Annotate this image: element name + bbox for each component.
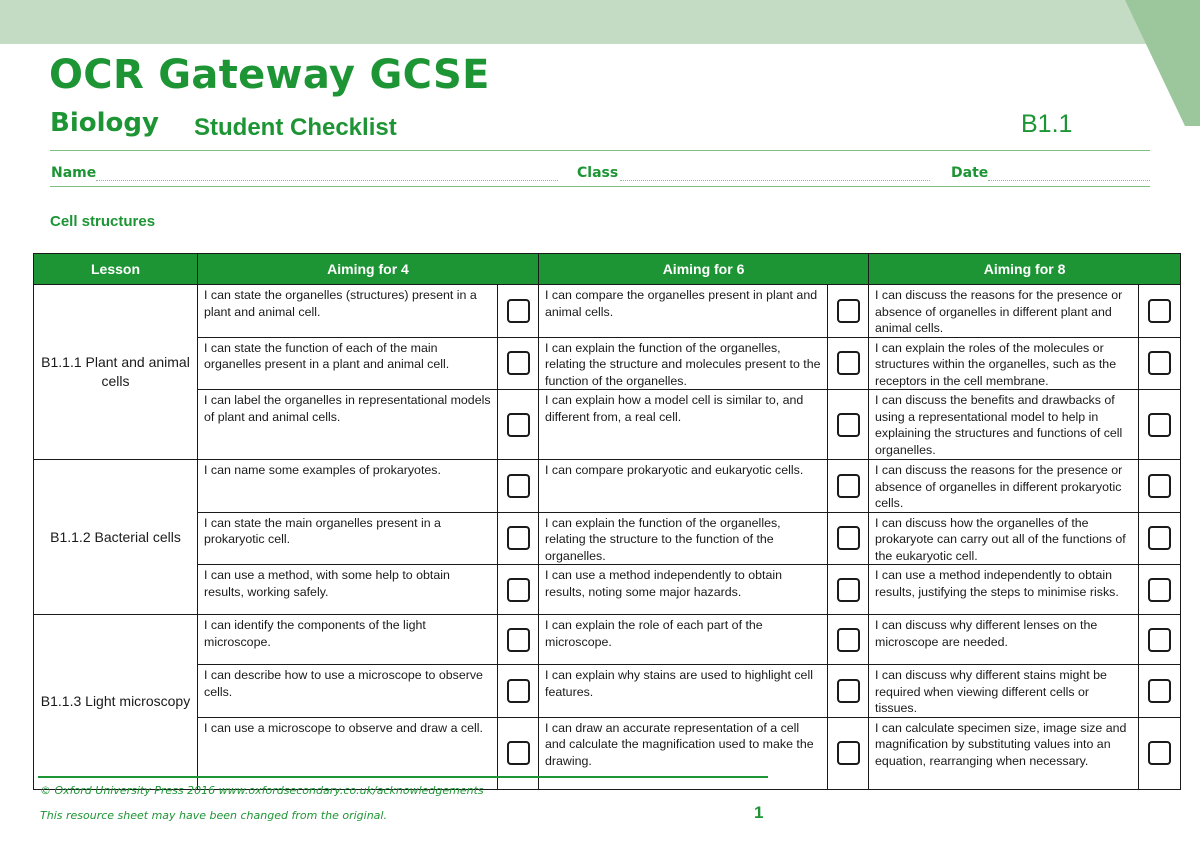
table-row xyxy=(34,460,1181,513)
checkbox[interactable] xyxy=(1148,679,1171,703)
checkbox-cell xyxy=(828,665,869,718)
name-label: Name xyxy=(51,165,97,181)
header-aiming-4: Aiming for 4 xyxy=(198,254,539,285)
checkbox[interactable] xyxy=(507,474,530,498)
criterion-aiming-4: I can use a microscope to observe and draw a cell. xyxy=(198,717,498,789)
subject-label: Biology xyxy=(50,108,159,138)
table-row xyxy=(34,615,1181,665)
checkbox[interactable] xyxy=(507,578,530,602)
top-decorative-band xyxy=(0,0,1200,44)
checkbox[interactable] xyxy=(837,413,860,437)
section-title: Cell structures xyxy=(50,213,156,230)
checkbox-cell xyxy=(498,512,539,565)
page-number: 1 xyxy=(754,803,764,822)
criterion-aiming-4: I can name some examples of prokaryotes. xyxy=(198,460,498,513)
class-field[interactable] xyxy=(620,180,930,181)
document-title: OCR Gateway GCSE xyxy=(49,52,490,98)
criterion-aiming-8: I can discuss why different lenses on the microscope are needed. xyxy=(869,615,1139,665)
checkbox[interactable] xyxy=(507,351,530,375)
checkbox[interactable] xyxy=(507,526,530,550)
table-row xyxy=(34,565,1181,615)
checkbox[interactable] xyxy=(837,679,860,703)
header-rule xyxy=(50,150,1150,151)
checkbox-cell xyxy=(498,460,539,513)
checkbox[interactable] xyxy=(507,741,530,765)
date-field[interactable] xyxy=(988,180,1150,181)
checkbox-cell xyxy=(828,615,869,665)
checkbox[interactable] xyxy=(1148,299,1171,323)
criterion-aiming-6: I can explain how a model cell is similar to, and different from, a real cell. xyxy=(539,390,828,460)
corner-decoration xyxy=(1080,0,1200,130)
checkbox-cell xyxy=(1139,285,1181,338)
checkbox-cell xyxy=(498,565,539,615)
checkbox-cell xyxy=(1139,615,1181,665)
criterion-aiming-6: I can explain why stains are used to highlight cell features. xyxy=(539,665,828,718)
table-row xyxy=(34,512,1181,565)
criterion-aiming-8: I can discuss why different stains might be required when viewing different cells or tissues. xyxy=(869,665,1139,718)
criterion-aiming-4: I can use a method, with some help to obtain results, working safely. xyxy=(198,565,498,615)
table-row xyxy=(34,285,1181,338)
disclaimer-text: This resource sheet may have been changed from the original. xyxy=(40,809,387,822)
name-field[interactable] xyxy=(96,180,558,181)
checkbox[interactable] xyxy=(837,526,860,550)
criterion-aiming-4: I can describe how to use a microscope to observe cells. xyxy=(198,665,498,718)
header-aiming-8: Aiming for 8 xyxy=(869,254,1181,285)
unit-code: B1.1 xyxy=(1021,110,1073,138)
checkbox-cell xyxy=(1139,512,1181,565)
checkbox[interactable] xyxy=(1148,351,1171,375)
checkbox[interactable] xyxy=(507,628,530,652)
checkbox-cell xyxy=(828,565,869,615)
checkbox[interactable] xyxy=(837,578,860,602)
criterion-aiming-6: I can use a method independently to obtain results, noting some major hazards. xyxy=(539,565,828,615)
checkbox-cell xyxy=(828,717,869,789)
criterion-aiming-8: I can explain the roles of the molecules or structures within the organelles, such as the receptors in the cell membrane. xyxy=(869,337,1139,390)
checkbox-cell xyxy=(1139,565,1181,615)
checklist-table xyxy=(33,253,1181,790)
checkbox-cell xyxy=(1139,337,1181,390)
criterion-aiming-8: I can discuss the reasons for the presence or absence of organelles in different prokaryotic cells. xyxy=(869,460,1139,513)
criterion-aiming-4: I can identify the components of the light microscope. xyxy=(198,615,498,665)
checkbox-cell xyxy=(1139,460,1181,513)
criterion-aiming-6: I can explain the function of the organelles, relating the structure to the function of the organelles. xyxy=(539,512,828,565)
checkbox-cell xyxy=(828,285,869,338)
checkbox[interactable] xyxy=(837,474,860,498)
checkbox-cell xyxy=(1139,390,1181,460)
lesson-name: B1.1.1 Plant and animal cells xyxy=(34,285,198,460)
header-aiming-6: Aiming for 6 xyxy=(539,254,869,285)
lesson-name: B1.1.2 Bacterial cells xyxy=(34,460,198,615)
checkbox[interactable] xyxy=(507,679,530,703)
checkbox[interactable] xyxy=(507,413,530,437)
criterion-aiming-4: I can label the organelles in representational models of plant and animal cells. xyxy=(198,390,498,460)
criterion-aiming-4: I can state the organelles (structures) present in a plant and animal cell. xyxy=(198,285,498,338)
criterion-aiming-4: I can state the function of each of the main organelles present in a plant and animal cell. xyxy=(198,337,498,390)
checkbox[interactable] xyxy=(1148,413,1171,437)
checklist-title: Student Checklist xyxy=(194,114,397,141)
table-row xyxy=(34,337,1181,390)
checkbox-cell xyxy=(498,285,539,338)
checkbox-cell xyxy=(1139,717,1181,789)
criterion-aiming-4: I can state the main organelles present in a prokaryotic cell. xyxy=(198,512,498,565)
date-label: Date xyxy=(951,165,989,181)
checkbox[interactable] xyxy=(837,628,860,652)
copyright-text: © Oxford University Press 2016 www.oxfordsecondary.co.uk/acknowledgements xyxy=(40,784,484,797)
class-label: Class xyxy=(577,165,619,181)
checkbox[interactable] xyxy=(1148,628,1171,652)
checkbox[interactable] xyxy=(1148,474,1171,498)
table-row xyxy=(34,390,1181,460)
checkbox-cell xyxy=(498,665,539,718)
checkbox[interactable] xyxy=(837,741,860,765)
criterion-aiming-8: I can calculate specimen size, image size and magnification by substituting values into an equation, rearranging when necessary. xyxy=(869,717,1139,789)
checkbox[interactable] xyxy=(837,351,860,375)
criterion-aiming-8: I can discuss how the organelles of the prokaryote can carry out all of the functions of the eukaryotic cell. xyxy=(869,512,1139,565)
checkbox-cell xyxy=(498,717,539,789)
checkbox-cell xyxy=(498,390,539,460)
criterion-aiming-8: I can use a method independently to obtain results, justifying the steps to minimise risks. xyxy=(869,565,1139,615)
table-row xyxy=(34,665,1181,718)
checkbox[interactable] xyxy=(1148,741,1171,765)
table-row xyxy=(34,717,1181,789)
criterion-aiming-6: I can compare prokaryotic and eukaryotic cells. xyxy=(539,460,828,513)
checkbox[interactable] xyxy=(1148,578,1171,602)
checkbox[interactable] xyxy=(837,299,860,323)
checkbox-cell xyxy=(828,460,869,513)
criterion-aiming-6: I can draw an accurate representation of a cell and calculate the magnification used to make the drawing. xyxy=(539,717,828,789)
fields-rule xyxy=(50,186,1150,187)
checkbox[interactable] xyxy=(1148,526,1171,550)
checkbox-cell xyxy=(828,337,869,390)
criterion-aiming-6: I can explain the role of each part of the microscope. xyxy=(539,615,828,665)
checkbox-cell xyxy=(828,512,869,565)
checkbox-cell xyxy=(498,337,539,390)
checkbox[interactable] xyxy=(507,299,530,323)
lesson-name: B1.1.3 Light microscopy xyxy=(34,615,198,790)
checkbox-cell xyxy=(1139,665,1181,718)
criterion-aiming-6: I can explain the function of the organelles, relating the structure and molecules present to the function of the organelles. xyxy=(539,337,828,390)
criterion-aiming-6: I can compare the organelles present in plant and animal cells. xyxy=(539,285,828,338)
checkbox-cell xyxy=(828,390,869,460)
header-lesson: Lesson xyxy=(34,254,198,285)
footer-rule xyxy=(38,776,768,778)
criterion-aiming-8: I can discuss the reasons for the presence or absence of organelles in different plant and animal cells. xyxy=(869,285,1139,338)
checkbox-cell xyxy=(498,615,539,665)
criterion-aiming-8: I can discuss the benefits and drawbacks of using a representational model to help in explaining the structures and functions of cell organelles. xyxy=(869,390,1139,460)
